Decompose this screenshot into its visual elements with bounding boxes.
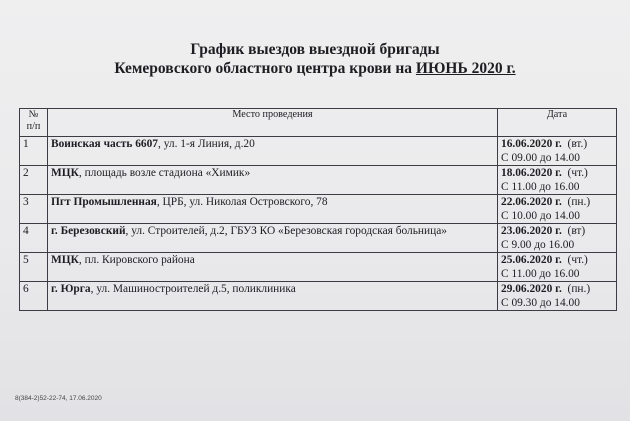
weekday: (пн.) [567, 283, 591, 295]
date-value: 29.06.2020 г. [501, 283, 562, 295]
date-value: 18.06.2020 г. [501, 167, 562, 179]
place-name: г. Березовский [51, 225, 126, 237]
row-date [498, 195, 617, 224]
table-row [20, 224, 617, 253]
header-num-line1: № [28, 109, 39, 120]
header-num-line2: п/п [26, 121, 41, 132]
document-title-line2 [0, 59, 630, 78]
row-place [48, 253, 498, 282]
row-place [48, 137, 498, 166]
date-line [501, 224, 613, 238]
schedule-table [19, 108, 617, 311]
header-date: Дата [498, 109, 617, 137]
place-name: МЦК [51, 167, 79, 179]
row-number: 5 [20, 253, 48, 282]
weekday: (вт) [567, 225, 586, 237]
row-number: 6 [20, 282, 48, 311]
place-address: , ЦРБ, ул. Николая Островского, 78 [156, 196, 328, 208]
weekday: (вт.) [567, 138, 588, 150]
date-value: 25.06.2020 г. [501, 254, 562, 266]
weekday: (чт.) [567, 167, 588, 179]
row-date [498, 166, 617, 195]
place-name: Пгт Промышленная [51, 196, 157, 208]
time-range: С 11.00 до 16.00 [501, 268, 580, 280]
time-range: С 10.00 до 14.00 [501, 210, 580, 222]
table-row [20, 282, 617, 311]
time-range: С 09.30 до 14.00 [501, 297, 580, 309]
row-number: 1 [20, 137, 48, 166]
weekday: (пн.) [567, 196, 591, 208]
date-value: 16.06.2020 г. [501, 138, 562, 150]
place-name: г. Юрга [51, 283, 91, 295]
time-range: С 11.00 до 16.00 [501, 181, 580, 193]
date-line [501, 166, 613, 180]
place-name: Воинская часть 6607 [51, 138, 158, 150]
date-line [501, 195, 613, 209]
row-number: 4 [20, 224, 48, 253]
place-address: , ул. Машиностроителей д.5, поликлиника [90, 283, 296, 295]
table-row [20, 253, 617, 282]
place-address: , пл. Кировского района [78, 254, 195, 266]
date-value: 23.06.2020 г. [501, 225, 562, 237]
header-num [20, 109, 48, 137]
title-month: ИЮНЬ 2020 г. [415, 60, 516, 77]
place-address: , ул. Строителей, д.2, ГБУЗ КО «Березовская городская больница» [125, 225, 447, 237]
footnote: 8(384-2)52-22-74, 17.06.2020 [15, 395, 102, 402]
row-number: 3 [20, 195, 48, 224]
row-date [498, 282, 617, 311]
date-line [501, 282, 613, 296]
row-place [48, 195, 498, 224]
header-place: Место проведения [48, 109, 498, 137]
row-date [498, 253, 617, 282]
row-place [48, 224, 498, 253]
row-date [498, 137, 617, 166]
place-address: , площадь возле стадиона «Химик» [78, 167, 251, 179]
place-name: МЦК [51, 254, 79, 266]
date-line [501, 253, 613, 267]
table-row [20, 137, 617, 166]
document-title-line1: График выездов выездной бригады [190, 41, 440, 58]
table-header-row [20, 109, 617, 137]
row-place [48, 282, 498, 311]
title-prefix: Кемеровского областного центра крови на [114, 60, 416, 77]
table-row [20, 195, 617, 224]
date-line [501, 137, 613, 151]
time-range: С 09.00 до 14.00 [501, 152, 580, 164]
row-date [498, 224, 617, 253]
table-row [20, 166, 617, 195]
row-place [48, 166, 498, 195]
row-number: 2 [20, 166, 48, 195]
time-range: С 9.00 до 16.00 [501, 239, 575, 251]
place-address: , ул. 1-я Линия, д.20 [158, 138, 255, 150]
weekday: (чт.) [567, 254, 588, 266]
date-value: 22.06.2020 г. [501, 196, 562, 208]
